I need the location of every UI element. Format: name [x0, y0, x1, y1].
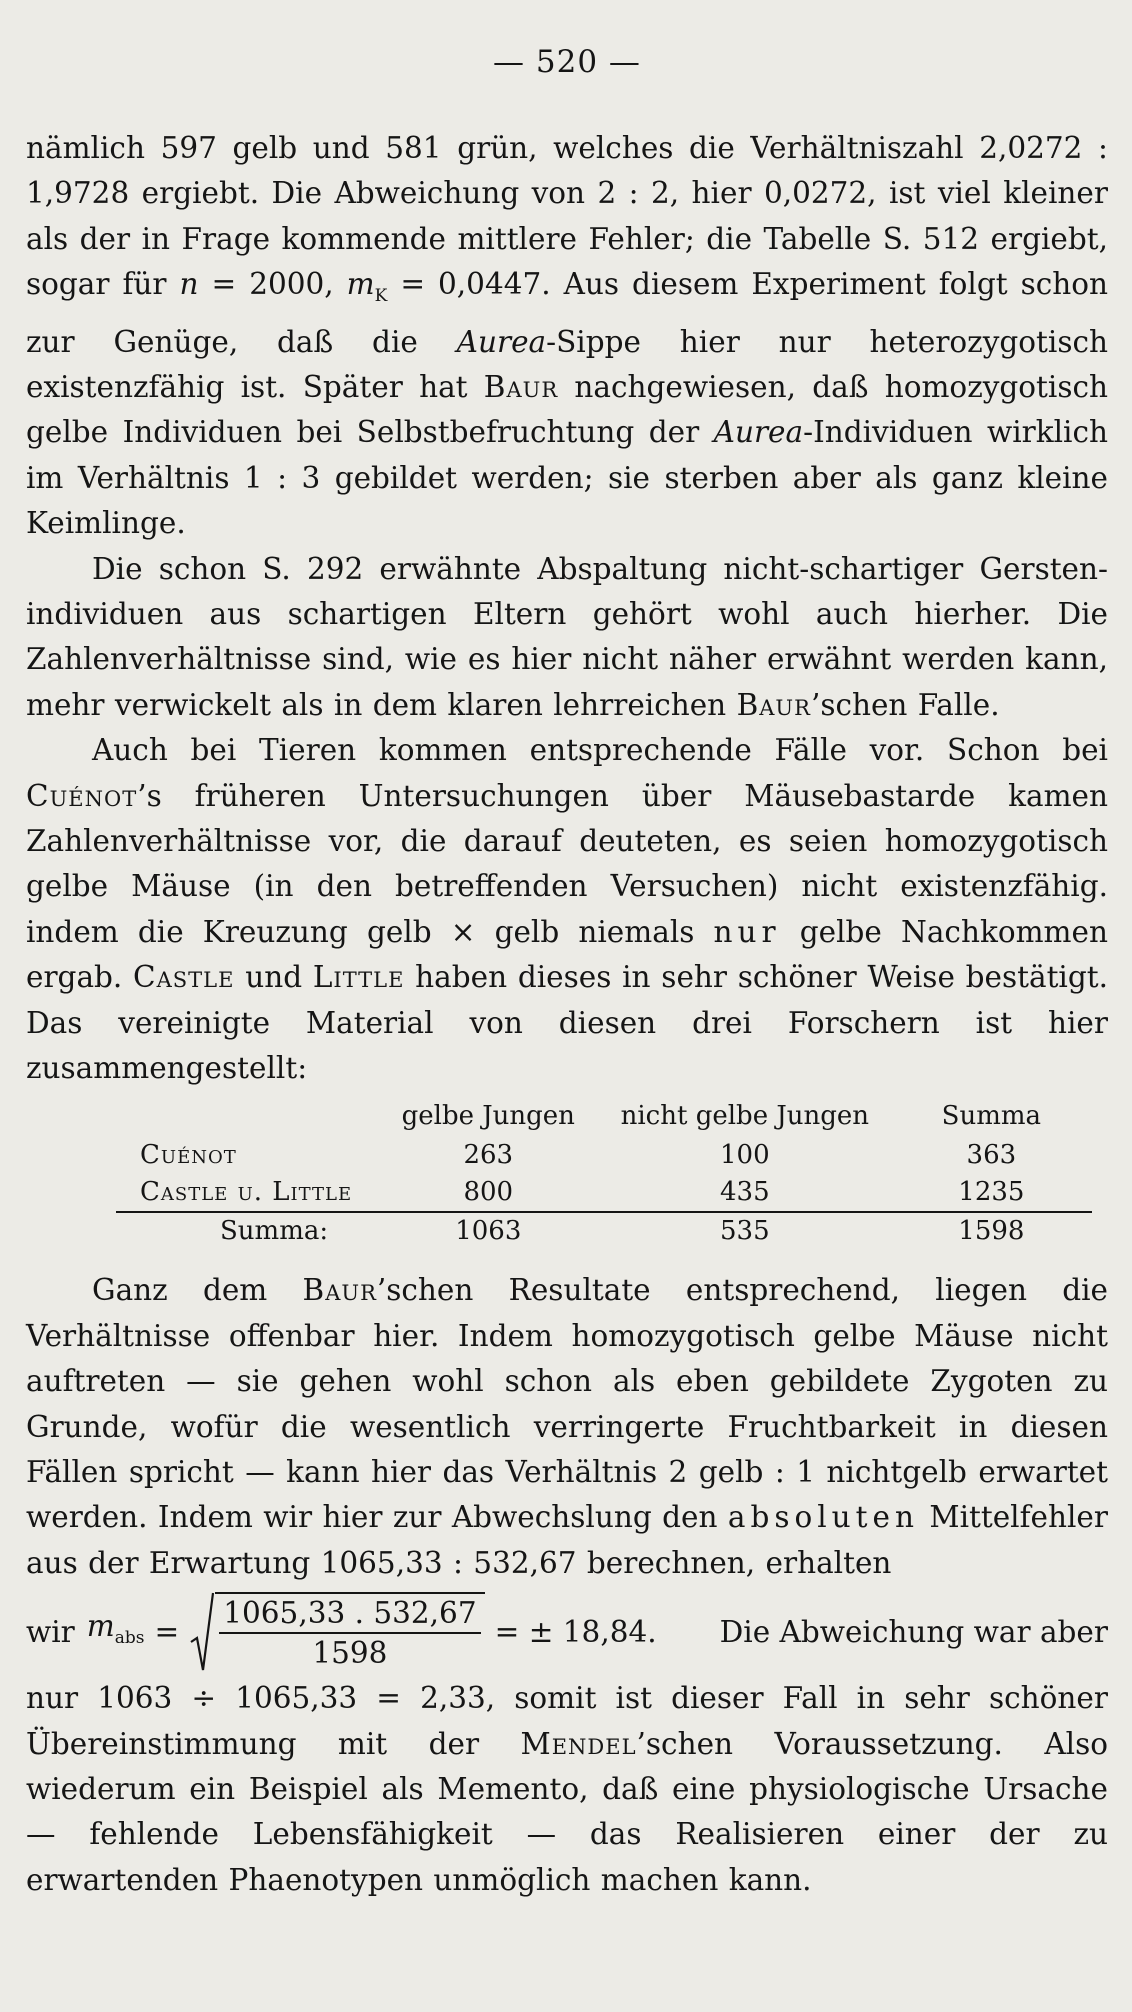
table-row [116, 1174, 1092, 1212]
paragraph-mendel: nur 1063 ÷ 1065,33 = 2,33, somit ist dieser Fall in sehr schöner Übereinstimmung mit der Mendel’schen Voraussetzung. Also wiederum ein Beispiel als Memento, daß eine physiologische Ursache — fehlende Lebensfähigkeit — das Realisieren einer der zu erwartenden Phaenotypen unmöglich machen kann. [26, 1681, 1108, 1897]
table-cell: Castle u. Little [140, 1177, 353, 1208]
table-cell: 535 [599, 1212, 891, 1250]
paragraph-baur-result: Ganz dem Baur’schen Resultate entsprechend, liegen die Verhältnisse offenbar hier. Indem homozygotisch gelbe Mäuse nicht auftreten — sie gehen wohl schon als eben gebildete Zygoten zu Grunde, wofür die wesentlich verringerte Fruchtbarkeit in diesen Fällen spricht — kann hier das Verhältnis 2 gelb : 1 nichtgelb erwartet werden. Indem wir hier zur Abwechslung den absoluten Mittelfehler aus der Erwartung 1065,33 : 532,67 berechnen, erhalten [26, 1273, 1108, 1580]
author-cuenot: Cuénot [26, 778, 138, 813]
table-cell: 1598 [891, 1212, 1092, 1250]
author-baur: Baur [302, 1273, 377, 1308]
emphasis-nur: nur [713, 914, 781, 949]
fraction-denominator: 1598 [312, 1636, 388, 1671]
author-mendel: Mendel [520, 1726, 637, 1761]
square-root [189, 1592, 484, 1672]
table-cell: Cuénot [140, 1140, 237, 1171]
term-aurea: Aurea [713, 415, 804, 450]
author-baur: Baur [483, 369, 559, 404]
table-row [116, 1137, 1092, 1174]
paragraph-aurea: nämlich 597 gelb und 581 grün, welches die Verhältniszahl 2,0272 : 1,9728 ergiebt. Die Abweichung von 2 : 2, hier 0,0272, ist viel kleiner als der in Frage kommende mittlere Fehler; die Tabelle S. 512 ergiebt, sogar für n = 2000, $m_K = 0,0447$. Aus diesem Experiment folgt schon zur Genüge, daß die Aurea-Sippe hier nur heterozygotisch existenzfähig ist. Später hat Baur nachgewiesen, daß homozygotisch gelbe Individuen bei Selbstbefruchtung der Aurea-Individuen wirklich im Verhältnis 1 : 3 gebildet werden; sie sterben aber als ganz kleine Keimlinge. [26, 131, 1109, 541]
table-sum-row [116, 1212, 1092, 1250]
root-sign-icon [189, 1592, 215, 1672]
fraction-numerator: 1065,33 . 532,67 [219, 1594, 480, 1634]
term-aurea: Aurea [456, 324, 547, 359]
table-header [116, 1099, 378, 1137]
table-cell: 800 [463, 1177, 514, 1208]
author-little: Little [312, 960, 405, 995]
formula-m-abs [26, 1592, 657, 1672]
table-header-row [116, 1099, 1092, 1137]
var-n: n [179, 267, 199, 302]
formula-prefix: wir [26, 1614, 75, 1649]
author-castle: Castle [133, 960, 235, 995]
var-m-k: $m_K$ [346, 267, 388, 307]
table-header: gelbe Jungen [401, 1101, 575, 1132]
var-m-abs: $m_{abs}$ [86, 1608, 145, 1648]
fraction [215, 1592, 484, 1672]
table-cell: 263 [463, 1140, 514, 1171]
table-cell: Summa: [116, 1212, 378, 1250]
table-cell: 100 [720, 1140, 770, 1171]
table-cell: 1235 [958, 1177, 1025, 1208]
author-baur: Baur [736, 687, 811, 722]
formula-result: = ± 18,84. [494, 1614, 657, 1649]
page-number: — 520 — [493, 44, 641, 80]
table-cell: 363 [966, 1140, 1017, 1171]
table-cell: 1063 [378, 1212, 599, 1250]
paragraph-gerste: Die schon S. 292 erwähnte Abspaltung nicht-schartiger Gerstenindividuen aus schartigen Eltern gehört wohl auch hierher. Die Zahlenverhältnisse sind, wie es hier nicht näher erwähnt werden kann, mehr verwickelt als in dem klaren lehrreichen Baur’schen Falle. [26, 551, 1108, 722]
table-cell: 435 [720, 1177, 770, 1208]
paragraph-tiere: Auch bei Tieren kommen entsprechende Fälle vor. Schon bei Cuénot’s früheren Untersuchungen über Mäusebastarde kamen Zahlenverhältnisse vor, die darauf deuteten, es seien homozygotisch gelbe Mäuse (in den betreffenden Versuchen) nicht existenzfähig. indem die Kreuzung gelb × gelb niemals nur gelbe Nachkommen ergab. Castle und Little haben dieses in sehr schöner Weise bestätigt. Das vereinigte Material von diesen drei Forschern ist hier zusammengestellt: [26, 733, 1108, 1086]
emphasis-absoluten: absoluten [727, 1500, 919, 1535]
formula-tail: Die Abweichung war aber [719, 1614, 1108, 1649]
formula-line [26, 1592, 1108, 1672]
table-header: nicht gelbe Jungen [620, 1101, 870, 1132]
data-table [116, 1099, 1092, 1250]
formula-equals: = [154, 1614, 180, 1649]
table-header: Summa [941, 1101, 1042, 1132]
